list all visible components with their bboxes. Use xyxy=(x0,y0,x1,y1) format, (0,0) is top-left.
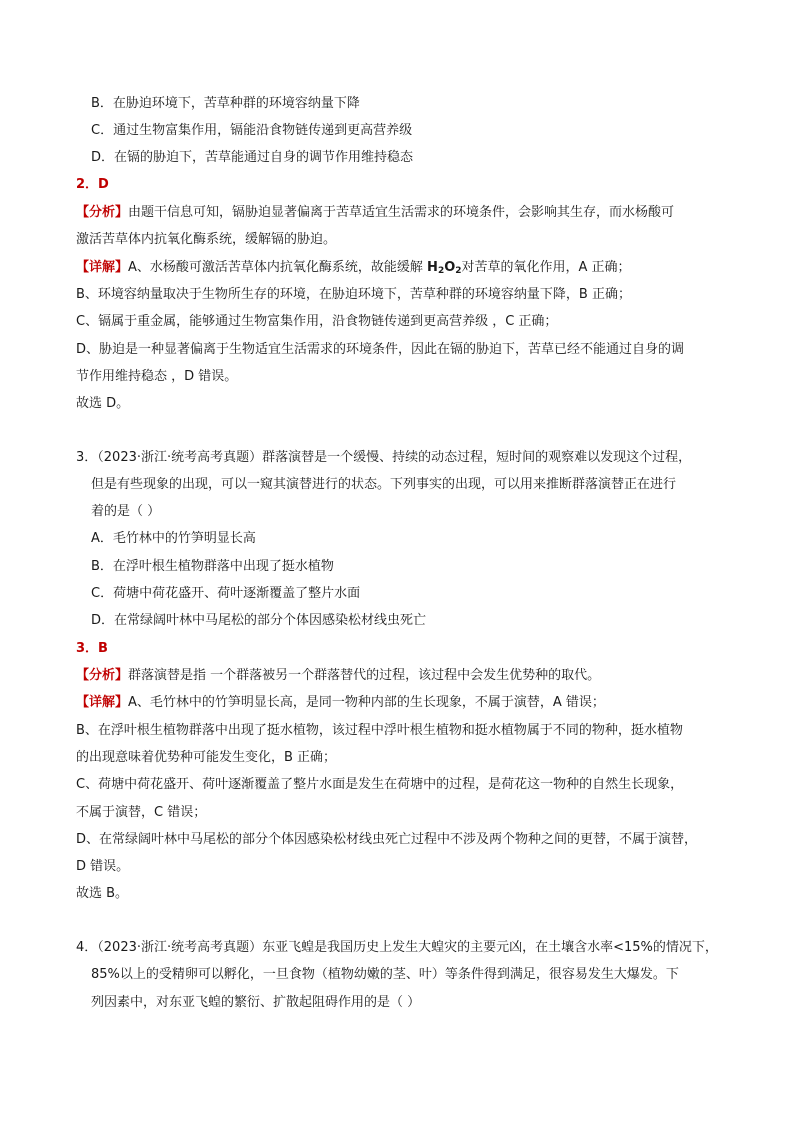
q2-detail-d-1: D、胁迫是一种显著偏离于生物适宜生活需求的环境条件，因此在镉的胁迫下，苦草已经不能通过自身的调 xyxy=(76,342,685,357)
q2-analysis-line-1: 【分析】由题干信息可知，镉胁迫显著偏离于苦草适宜生活需求的环境条件，会影响其生存，而水杨酸可 xyxy=(76,205,675,220)
q4-stem-line-2: 85%以上的受精卵可以孵化，一旦食物（植物幼嫩的茎、叶）等条件得到满足，很容易发生大爆发。下 xyxy=(91,967,679,982)
q3-option-a: A．毛竹林中的竹笋明显长高 xyxy=(91,531,256,546)
q3-detail-d-2: D 错误。 xyxy=(76,859,130,874)
q3-option-c: C．荷塘中荷花盛开、荷叶逐渐覆盖了整片水面 xyxy=(91,586,361,601)
q3-detail-a: 【详解】A、毛竹林中的竹笋明显长高，是同一物种内部的生长现象，不属于演替，A 错误； xyxy=(76,695,605,710)
q2-conclusion: 故选 D。 xyxy=(76,396,130,411)
q3-detail-b-1: B、在浮叶根生植物群落中出现了挺水植物，该过程中浮叶根生植物和挺水植物属于不同的物种，挺水植物 xyxy=(76,723,683,738)
q3-stem-line-2: 但是有些现象的出现，可以一窥其演替进行的状态。下列事实的出现，可以用来推断群落演替正在进行 xyxy=(91,477,677,492)
q2-detail-d-2: 节作用维持稳态 ，D 错误。 xyxy=(76,369,238,384)
q3-option-d: D．在常绿阔叶林中马尾松的部分个体因感染松材线虫死亡 xyxy=(91,613,427,628)
analysis-tag: 【分析】 xyxy=(76,205,129,220)
detail-tag: 【详解】 xyxy=(76,695,129,710)
analysis-tag: 【分析】 xyxy=(76,668,129,683)
q2-detail-c: C、镉属于重金属，能够通过生物富集作用，沿食物链传递到更高营养级 ，C 正确； xyxy=(76,314,558,329)
q2-option-c: C．通过生物富集作用，镉能沿食物链传递到更高营养级 xyxy=(91,123,413,138)
q3-answer: 3．B xyxy=(76,641,108,656)
q3-option-b: B．在浮叶根生植物群落中出现了挺水植物 xyxy=(91,559,334,574)
q2-detail-a: 【详解】A、水杨酸可激活苦草体内抗氧化酶系统，故能缓解 $H_2O_2$对苦草的氧化作用，A 正确； xyxy=(76,260,631,276)
q4-stem-line-3: 列因素中，对东亚飞蝗的繁衍、扩散起阻碍作用的是（ ） xyxy=(91,995,421,1010)
q2-option-d: D．在镉的胁迫下，苦草能通过自身的调节作用维持稳态 xyxy=(91,150,414,165)
q3-detail-d-1: D、在常绿阔叶林中马尾松的部分个体因感染松材线虫死亡过程中不涉及两个物种之间的更替，不属于演替， xyxy=(76,832,698,847)
q2-detail-b: B、环境容纳量取决于生物所生存的环境，在胁迫环境下，苦草种群的环境容纳量下降，B 正确； xyxy=(76,287,631,302)
q3-stem-line-3: 着的是（ ） xyxy=(91,504,161,519)
q3-detail-c-2: 不属于演替，C 错误； xyxy=(76,805,207,820)
q2-answer: 2．D xyxy=(76,177,109,192)
q3-conclusion: 故选 B。 xyxy=(76,886,129,901)
q2-analysis-line-2: 激活苦草体内抗氧化酶系统，缓解镉的胁迫。 xyxy=(76,232,337,247)
detail-tag: 【详解】 xyxy=(76,260,129,275)
h2o2-formula: $H_2O_2$ xyxy=(427,260,462,276)
q3-analysis-line-1: 【分析】群落演替是指 一个群落被另一个群落替代的过程，该过程中会发生优势种的取代。 xyxy=(76,668,601,683)
q4-stem-line-1: 4．（2023·浙江·统考高考真题）东亚飞蝗是我国历史上发生大蝗灾的主要元凶，在土壤含水率<15%的情况下， xyxy=(76,940,718,955)
q3-detail-b-2: 的出现意味着优势种可能发生变化，B 正确； xyxy=(76,750,337,765)
q3-detail-c-1: C、荷塘中荷花盛开、荷叶逐渐覆盖了整片水面是发生在荷塘中的过程，是荷花这一物种的自然生长现象， xyxy=(76,777,684,792)
q2-option-b: B．在胁迫环境下，苦草种群的环境容纳量下降 xyxy=(91,96,360,111)
q3-stem-line-1: 3．（2023·浙江·统考高考真题）群落演替是一个缓慢、持续的动态过程，短时间的观察难以发现这个过程， xyxy=(76,450,692,465)
